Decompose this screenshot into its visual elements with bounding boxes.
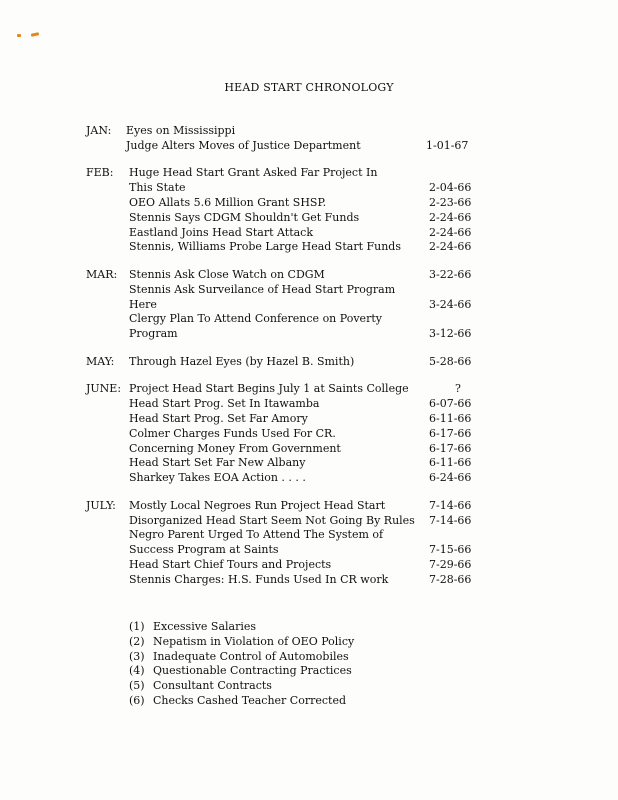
chronology-entry [86, 196, 486, 211]
entry-date: 2-24-66 [429, 210, 472, 224]
chronology-entry [86, 240, 486, 255]
chronology-entry [86, 211, 486, 226]
chronology-entry [86, 283, 486, 298]
issue-number: (5) [129, 679, 145, 693]
entry-date: 2-24-66 [429, 240, 472, 254]
chronology-entry [86, 471, 486, 486]
issue-number: (6) [129, 693, 145, 707]
entry-date: 3-12-66 [429, 327, 472, 341]
entry-date: 7-29-66 [429, 557, 472, 571]
issue-item [129, 620, 354, 635]
entry-headline: Head Start Prog. Set Far Amory [129, 411, 308, 425]
issue-text: Checks Cashed Teacher Corrected [153, 693, 346, 707]
chronology-entry [86, 558, 486, 573]
entry-headline: Huge Head Start Grant Asked Far Project In [129, 166, 378, 180]
chronology-entry [86, 382, 486, 397]
chronology-entry [86, 139, 486, 154]
entry-headline: Stennis Charges: H.S. Funds Used In CR work [129, 572, 389, 586]
entry-headline: OEO Allats 5.6 Million Grant SHSP. [129, 195, 327, 209]
chronology-entry [86, 124, 486, 139]
page-title: HEAD START CHRONOLOGY [224, 81, 394, 94]
month-section [86, 382, 486, 486]
chronology-entry [86, 442, 486, 457]
chronology-entry [86, 355, 486, 370]
entry-headline: Stennis, Williams Probe Large Head Start Funds [129, 240, 401, 254]
issue-item [129, 679, 354, 694]
chronology-list [86, 124, 486, 600]
issue-number: (4) [129, 664, 145, 678]
entry-headline: Colmer Charges Funds Used For CR. [129, 426, 336, 440]
entry-headline: Negro Parent Urged To Attend The System of [129, 528, 384, 542]
month-section [86, 268, 486, 342]
entry-date: 6-17-66 [429, 441, 472, 455]
month-section [86, 355, 486, 370]
chronology-entry [86, 412, 486, 427]
issue-item [129, 664, 354, 679]
entry-headline: Success Program at Saints [129, 543, 279, 557]
month-label: JULY: [86, 498, 116, 512]
month-section [86, 499, 486, 588]
entry-date: 6-11-66 [429, 456, 472, 470]
issue-item [129, 650, 354, 665]
chronology-entry [86, 543, 486, 558]
month-section [86, 124, 486, 154]
entry-headline: Judge Alters Moves of Justice Department [126, 138, 361, 152]
entry-date: 6-07-66 [429, 397, 472, 411]
entry-date: 1-01-67 [426, 138, 469, 152]
entry-date: 3-22-66 [429, 267, 472, 281]
entry-headline: Program [129, 327, 178, 341]
entry-headline: Mostly Local Negroes Run Project Head Start [129, 498, 386, 512]
entry-date: 7-15-66 [429, 543, 472, 557]
entry-headline: Clergy Plan To Attend Conference on Poverty [129, 312, 382, 326]
issue-number: (2) [129, 634, 145, 648]
issue-number: (3) [129, 649, 145, 663]
entry-headline: Here [129, 297, 157, 311]
chronology-entry [86, 427, 486, 442]
chronology-entry [86, 298, 486, 313]
issue-text: Nepatism in Violation of OEO Policy [153, 634, 355, 648]
entry-headline: Head Start Prog. Set In Itawamba [129, 397, 320, 411]
entry-date: 2-04-66 [429, 181, 472, 195]
chronology-entry [86, 499, 486, 514]
month-label: JUNE: [86, 382, 122, 396]
chronology-entry [86, 456, 486, 471]
month-label: MAR: [86, 267, 118, 281]
issue-text: Consultant Contracts [153, 679, 272, 693]
issues-list [129, 620, 354, 709]
entry-date: 2-24-66 [429, 225, 472, 239]
entry-date: 6-11-66 [429, 411, 472, 425]
chronology-entry [86, 528, 486, 543]
issue-item [129, 694, 354, 709]
entry-date: 7-14-66 [429, 513, 472, 527]
ink-mark [17, 33, 39, 38]
issue-text: Questionable Contracting Practices [153, 664, 352, 678]
entry-headline: Concerning Money From Government [129, 441, 341, 455]
chronology-entry [86, 573, 486, 588]
entry-date: ? [455, 382, 461, 396]
entry-headline: Sharkey Takes EOA Action . . . . [129, 471, 306, 485]
issue-number: (1) [129, 620, 145, 633]
chronology-entry [86, 226, 486, 241]
entry-headline: Disorganized Head Start Seem Not Going By Rules [129, 513, 415, 527]
entry-date: 2-23-66 [429, 195, 472, 209]
entry-date: 7-28-66 [429, 572, 472, 586]
entry-headline: Project Head Start Begins July 1 at Saints College [129, 382, 409, 396]
chronology-entry [86, 327, 486, 342]
entry-date: 3-24-66 [429, 297, 472, 311]
entry-headline: Stennis Ask Surveilance of Head Start Program [129, 282, 396, 296]
chronology-entry [86, 268, 486, 283]
entry-headline: Head Start Set Far New Albany [129, 456, 306, 470]
entry-date: 6-17-66 [429, 426, 472, 440]
month-label: MAY: [86, 354, 115, 368]
month-label: JAN: [86, 124, 112, 137]
chronology-entry [86, 397, 486, 412]
issue-text: Inadequate Control of Automobiles [153, 649, 349, 663]
issue-item [129, 635, 354, 650]
entry-date: 6-24-66 [429, 471, 472, 485]
month-section [86, 166, 486, 255]
entry-headline: Eyes on Mississippi [126, 124, 236, 137]
chronology-entry [86, 166, 486, 181]
entry-date: 7-14-66 [429, 498, 472, 512]
entry-headline: Stennis Says CDGM Shouldn't Get Funds [129, 210, 360, 224]
entry-headline: Stennis Ask Close Watch on CDGM [129, 267, 325, 281]
chronology-entry [86, 312, 486, 327]
entry-headline: Through Hazel Eyes (by Hazel B. Smith) [129, 354, 355, 368]
chronology-entry [86, 181, 486, 196]
entry-headline: Eastland Joins Head Start Attack [129, 225, 313, 239]
chronology-entry [86, 514, 486, 529]
entry-headline: Head Start Chief Tours and Projects [129, 557, 332, 571]
entry-date: 5-28-66 [429, 354, 472, 368]
issue-text: Excessive Salaries [153, 620, 257, 633]
month-label: FEB: [86, 166, 114, 180]
entry-headline: This State [129, 181, 186, 195]
